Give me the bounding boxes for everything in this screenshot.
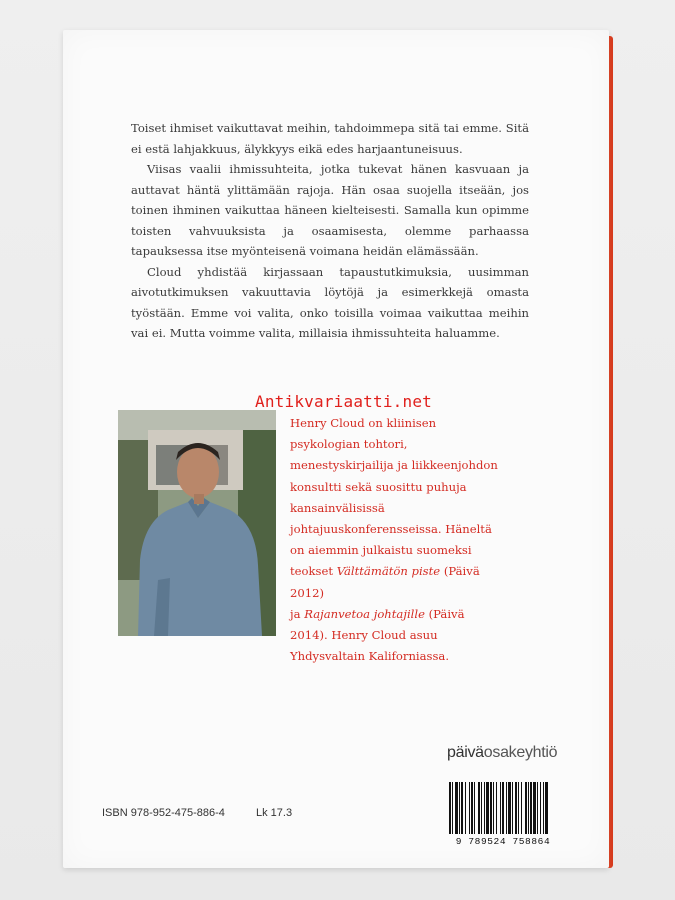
blurb-paragraph-3: Cloud yhdistää kirjassaan tapaustutkimuksia, uusimman aivotutkimuksen vakuuttavia löytöjä ja esimerkkejä omasta työstään. Emme voi valita, onko toisilla voimaa vaikuttaa meihin vai ei. Mutta voimme valita, millaisia ihmissuhteita haluamme. (131, 264, 529, 340)
blurb-paragraph-2: Viisas vaalii ihmissuhteita, jotka tukevat hänen kasvuaan ja auttavat häntä ylittämään rajoja. Hän osaa suojella itseään, jos toinen ihminen vaikuttaa häneen kielteisesti. Samalla kun opimme toisten vahvuuksista ja osaamisesta, olemme parhaassa tapauksessa itse myönteisenä voimana heidän elämässään. (131, 162, 529, 258)
barcode (445, 782, 561, 848)
barcode-bars (445, 782, 561, 836)
publisher-name-part-2: osakeyhtiö (483, 744, 558, 761)
author-photo (118, 410, 276, 636)
library-class-text: Lk 17.3 (256, 807, 293, 819)
bio-text-1: Henry Cloud on kliinisen psykologian tohtori, menestyskirjailija ja liikkeenjohdon konsultti sekä suosittu puhuja kansainvälisissä johtajuuskonferensseissa. Häneltä on aiemmin julkaistu suomeksi teokset (290, 416, 498, 579)
bio-and: ja (290, 606, 305, 621)
bio-book-title-1: Välttämätön piste (336, 564, 441, 579)
publisher-logo (447, 744, 557, 762)
barcode-number: 9 789524 758864 (455, 836, 551, 847)
book-back-cover (63, 30, 609, 868)
bio-year-1: (Päivä 2012) (290, 564, 480, 600)
isbn-text: ISBN 978-952-475-886-4 (102, 807, 225, 819)
bio-year-2: (Päivä 2014). (290, 606, 465, 643)
blurb-paragraph-1: Toiset ihmiset vaikuttavat meihin, tahdoimmepa sitä tai emme. Sitä ei estä lahjakkuus, älykkyys eikä edes harjaantuneisuus. (131, 121, 529, 156)
bio-text-2: Henry Cloud asuu Yhdysvaltain Kaliforniassa. (290, 628, 450, 664)
watermark-text: Antikvariaatti.net (255, 392, 432, 411)
author-bio (290, 413, 505, 667)
bio-book-title-2: Rajanvetoa johtajille (304, 606, 425, 621)
back-cover-blurb (131, 118, 529, 344)
publisher-name-part-1: päivä (447, 744, 484, 761)
